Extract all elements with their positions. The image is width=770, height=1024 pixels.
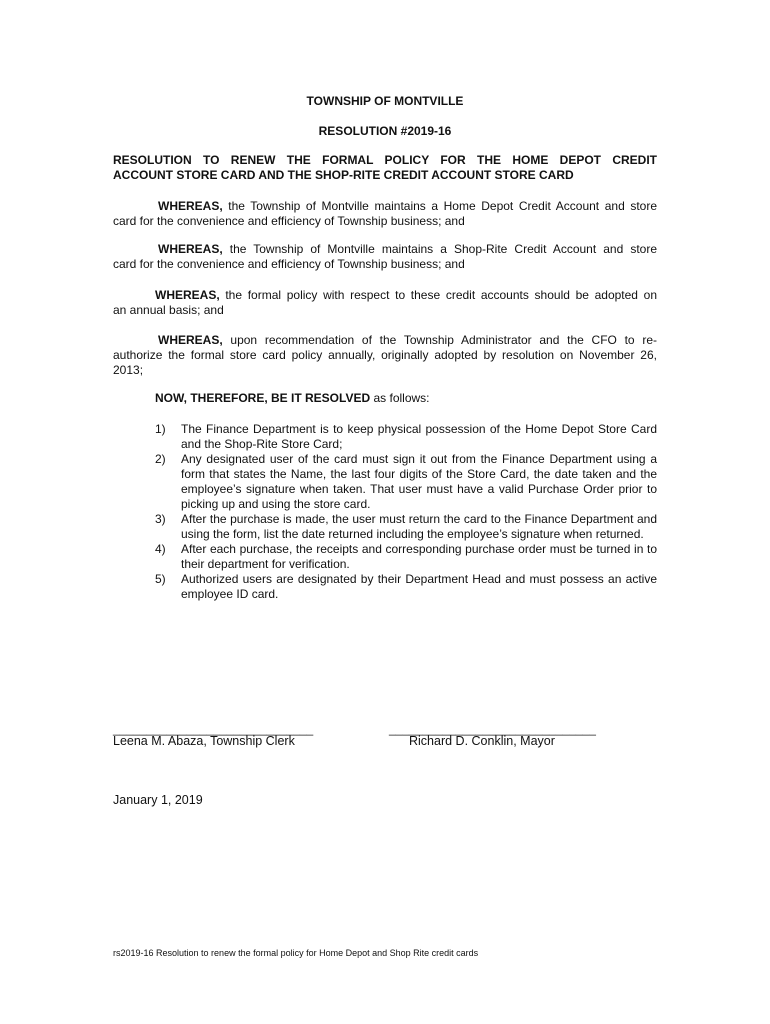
resolution-number: RESOLUTION #2019-16 bbox=[318, 124, 452, 138]
resolved-lead: NOW, THEREFORE, BE IT RESOLVED bbox=[155, 391, 371, 405]
whereas-paragraph bbox=[113, 199, 657, 229]
list-item bbox=[155, 422, 657, 452]
whereas-lead: WHEREAS, bbox=[158, 199, 223, 213]
mayor-name: Richard D. Conklin, Mayor bbox=[409, 734, 555, 748]
item-number: 1) bbox=[155, 422, 166, 436]
whereas-rest: card for the convenience and efficiency of Township business; and bbox=[113, 257, 465, 271]
clerk-name: Leena M. Abaza, Township Clerk bbox=[113, 734, 295, 748]
item-text: After each purchase, the receipts and corresponding purchase order must be turned in to their department for verification. bbox=[181, 542, 657, 571]
resolved-tail: as follows: bbox=[370, 391, 430, 405]
item-text: Authorized users are designated by their Department Head and must possess an active employee ID card. bbox=[181, 572, 657, 601]
list-item bbox=[155, 542, 657, 572]
whereas-first-line: the Township of Montville maintains a Home Depot Credit Account and store bbox=[222, 199, 657, 213]
resolution-items-list bbox=[155, 422, 657, 602]
item-text: After the purchase is made, the user must return the card to the Finance Department and using the form, list the date returned including the employee’s signature when returned. bbox=[181, 512, 657, 541]
whereas-paragraph bbox=[113, 288, 657, 318]
whereas-lead: WHEREAS, bbox=[155, 288, 220, 302]
list-item bbox=[155, 452, 657, 512]
mayor-signature-line: _______________________________ bbox=[389, 722, 596, 736]
item-number: 3) bbox=[155, 512, 166, 526]
title-line-1: RESOLUTION TO RENEW THE FORMAL POLICY FOR THE HOME DEPOT CREDIT bbox=[113, 153, 657, 167]
clerk-signature-line: ______________________________ bbox=[113, 722, 314, 736]
item-number: 4) bbox=[155, 542, 166, 556]
document-footer: rs2019-16 Resolution to renew the formal policy for Home Depot and Shop Rite credit cards bbox=[113, 948, 479, 958]
item-text: Any designated user of the card must sign it out from the Finance Department using a form that states the Name, the last four digits of the Store Card, the date taken and the employee’s signature when taken. That user must have a valid Purchase Order prior to picking up and using the store card. bbox=[181, 452, 657, 511]
whereas-rest: authorize the formal store card policy annually, originally adopted by resolution on November 26, 2013; bbox=[113, 348, 657, 377]
whereas-rest: an annual basis; and bbox=[113, 303, 224, 317]
whereas-paragraph bbox=[113, 333, 657, 378]
whereas-lead: WHEREAS, bbox=[158, 333, 223, 347]
whereas-first-line: the Township of Montville maintains a Shop-Rite Credit Account and store bbox=[222, 242, 657, 256]
whereas-rest: card for the convenience and efficiency of Township business; and bbox=[113, 214, 465, 228]
resolution-date: January 1, 2019 bbox=[113, 793, 203, 807]
whereas-paragraph bbox=[113, 242, 657, 272]
list-item bbox=[155, 512, 657, 542]
resolution-title bbox=[113, 153, 657, 183]
item-number: 2) bbox=[155, 452, 166, 466]
township-heading: TOWNSHIP OF MONTVILLE bbox=[306, 94, 464, 108]
title-line-2: ACCOUNT STORE CARD AND THE SHOP-RITE CREDIT ACCOUNT STORE CARD bbox=[113, 168, 574, 182]
whereas-first-line: the formal policy with respect to these credit accounts should be adopted on bbox=[219, 288, 657, 302]
item-number: 5) bbox=[155, 572, 166, 586]
list-item bbox=[155, 572, 657, 602]
resolved-clause bbox=[155, 391, 655, 406]
item-text: The Finance Department is to keep physical possession of the Home Depot Store Card and the Shop-Rite Store Card; bbox=[181, 422, 657, 451]
whereas-first-line: upon recommendation of the Township Administrator and the CFO to re- bbox=[222, 333, 657, 347]
whereas-lead: WHEREAS, bbox=[158, 242, 223, 256]
